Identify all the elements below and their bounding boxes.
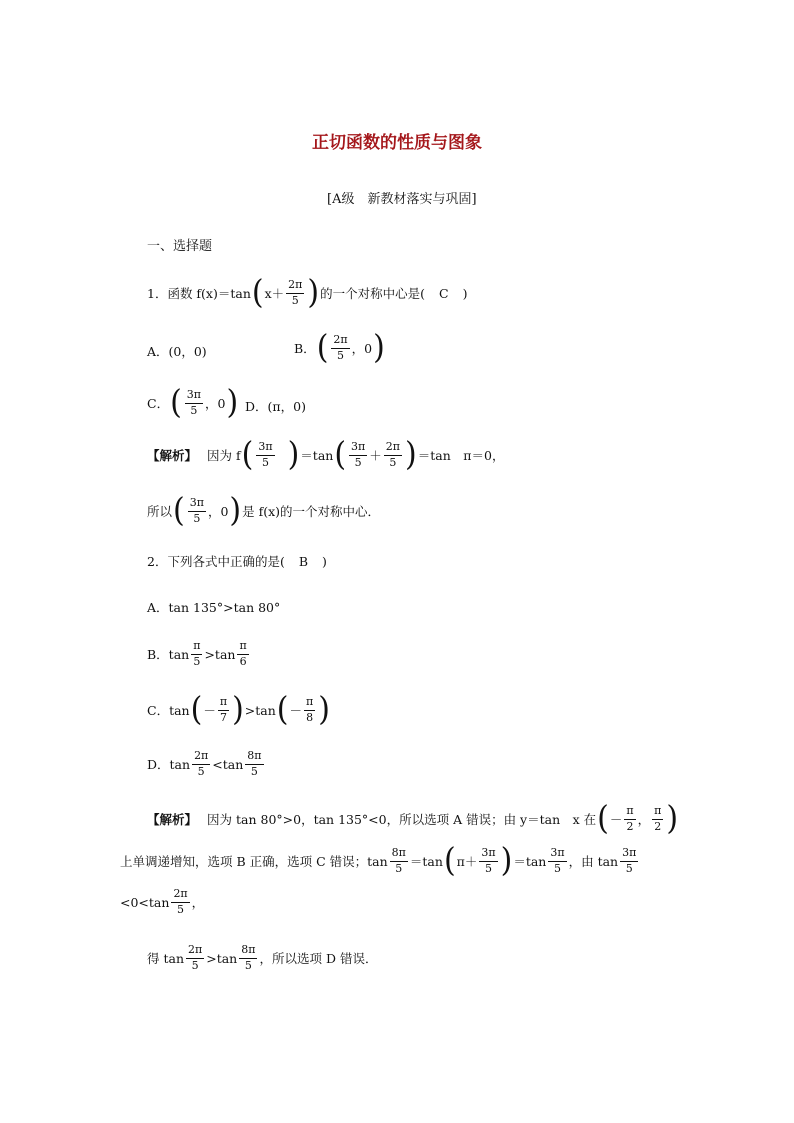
question-2-analysis-line-2: 上单调递增知，选项 B 正确，选项 C 错误；tan $\frac{8\pi}{5}$ ＝tan ( π＋ $\frac{3\pi}{5}$ ) ＝tan $\frac{3\pi}{5}$ ，由 tan $\frac{3\pi}{5}$ — [120, 841, 637, 880]
question-2-stem: 2．下列各式中正确的是( B ) — [147, 553, 327, 569]
question-2-analysis-line-4: 得 tan $\frac{2\pi}{5}$ >tan $\frac{8\pi}{5}$ ，所以选项 D 错误． — [147, 943, 378, 972]
page-title: 正切函数的性质与图象 — [312, 133, 482, 153]
section-heading: 一、选择题 — [147, 239, 213, 254]
question-1-analysis: 【解析】 因为 f ( $\frac{3\pi}{5}$ ) ＝tan ( $\frac{3\pi}{5}$ ＋ $\frac{2\pi}{5}$ ) ＝tan π＝0， — [147, 435, 505, 474]
question-1-option-d: D．(π，0) — [245, 399, 306, 414]
question-2-analysis-line-3: <0<tan $\frac{2\pi}{5}$ ， — [120, 887, 205, 916]
question-2-option-a: A．tan 135°>tan 80° — [147, 600, 281, 615]
question-2-option-d: D．tan $\frac{2\pi}{5}$ <tan $\frac{8\pi}{5}$ — [147, 749, 262, 778]
question-1-option-c: C． ( $\frac{3\pi}{5}$ ，0 ) — [147, 383, 239, 422]
question-1-conclusion: 所以 ( $\frac{3\pi}{5}$ ，0 ) 是 f(x)的一个对称中心． — [147, 491, 381, 530]
question-2-option-b: B．tan $\frac{\pi}{5}$ >tan $\frac{\pi}{6}$ — [147, 639, 247, 668]
question-2-option-c: C．tan ( － $\frac{\pi}{7}$ ) >tan ( － $\frac{\pi}{8}$ ) — [147, 690, 330, 729]
question-2-answer: B — [298, 553, 309, 569]
question-1-answer: C — [439, 285, 449, 301]
question-1-stem: 1．函数 f(x)＝tan ( x＋ $\frac{2\pi}{5}$ ) 的一个对称中心是( C ) — [147, 273, 468, 312]
question-2-analysis-line-1: 【解析】 因为 tan 80°>0，tan 135°<0，所以选项 A 错误；由 y＝tan x 在 ( － $\frac{\pi}{2}$ ， $\frac{\pi}{2}$ ) — [147, 799, 679, 838]
section-subtitle: [A级 新教材落实与巩固] — [327, 192, 477, 207]
question-1-option-a: A．(0，0) — [147, 344, 207, 359]
question-1-option-b: B． ( $\frac{2\pi}{5}$ ，0 ) — [294, 328, 385, 367]
